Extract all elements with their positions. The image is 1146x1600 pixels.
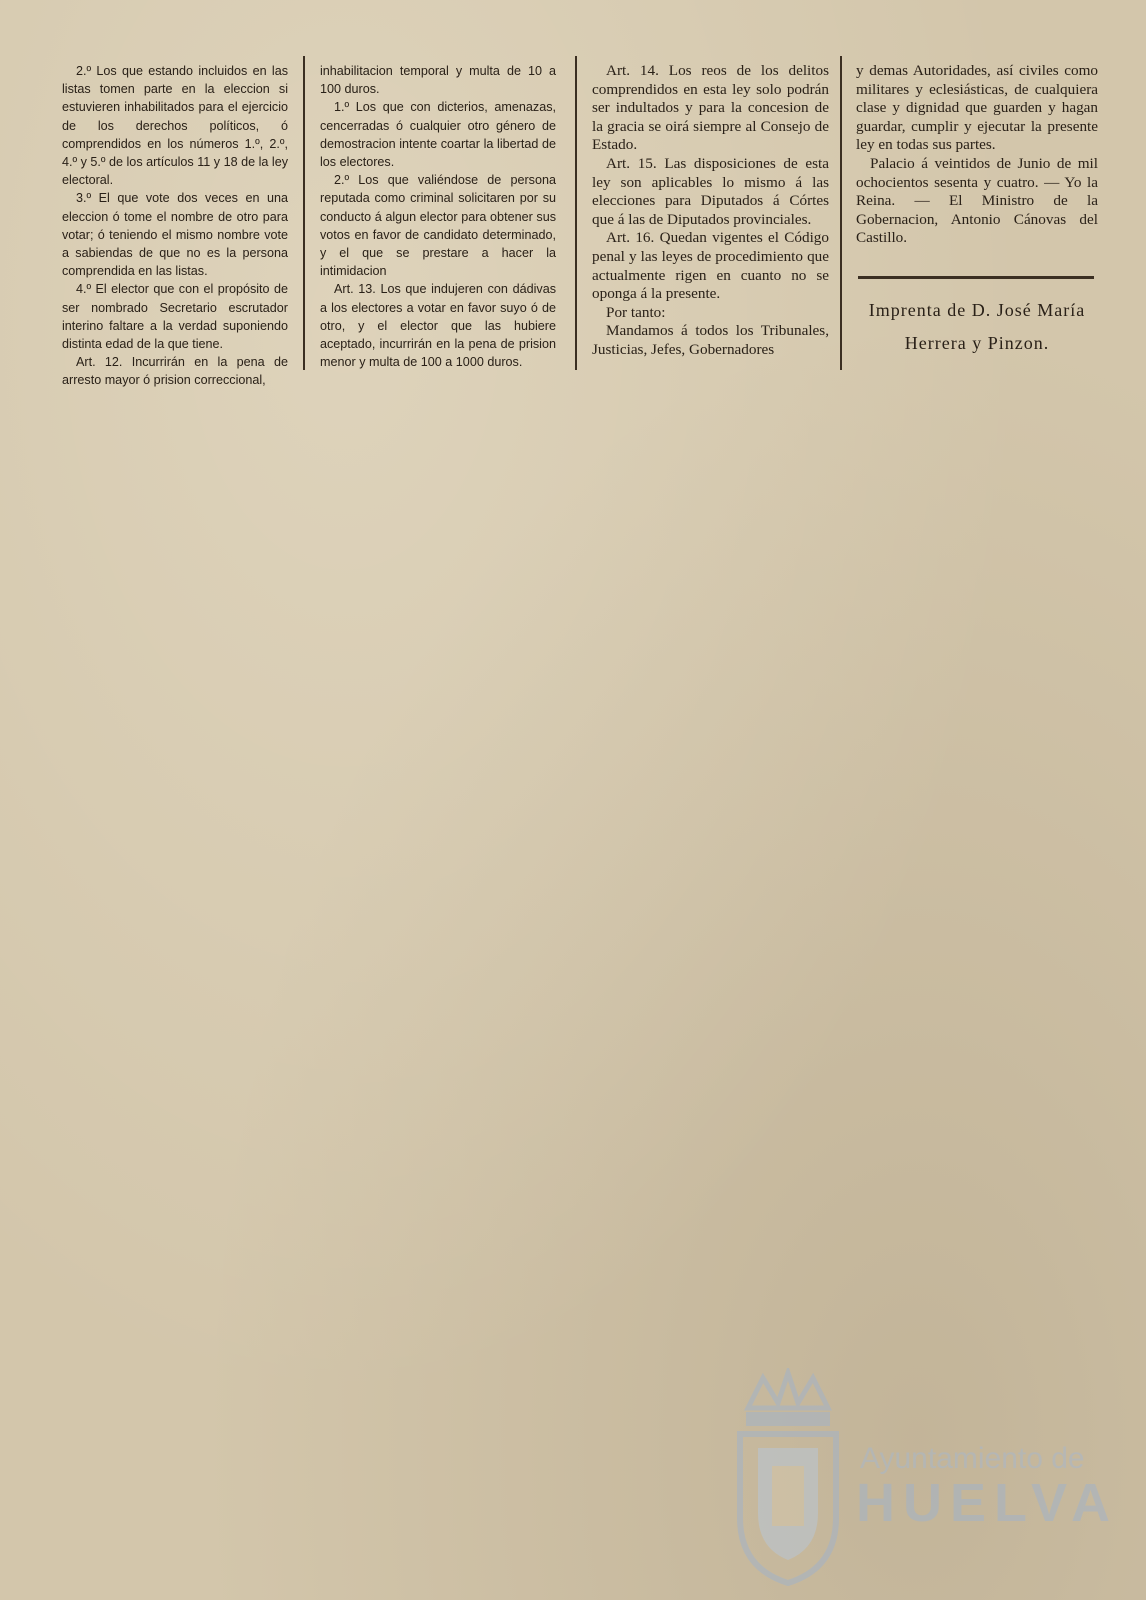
column-rule: [303, 56, 305, 370]
paragraph: Art. 14. Los reos de los delitos comprendidos en esta ley solo podrán ser indultados y para la concesion de la gracia se oirá siempre al Consejo de Estado.: [592, 62, 829, 154]
paragraph: 3.º El que vote dos veces en una eleccion ó tome el nombre de otro para votar; ó teniendo el mismo nombre vote a sabiendas de que no es la persona comprendida en las listas.: [62, 191, 288, 279]
paragraph: Por tanto:: [606, 303, 666, 321]
column-rule: [840, 56, 842, 370]
watermark-line: HUELVA: [856, 1473, 1118, 1533]
paragraph: y demas Autoridades, así civiles como militares y eclesiásticas, de cualquiera clase y dignidad que guarden y hagan guardar, cumplir y ejecutar la presente ley en todas sus partes.: [856, 62, 1098, 154]
paragraph: Mandamos á todos los Tribunales, Justicias, Jefes, Gobernadores: [592, 322, 829, 358]
paragraph: inhabilitacion temporal y multa de 10 a 100 duros.: [320, 64, 556, 97]
text-column-1: [62, 62, 288, 390]
paragraph: Art. 16. Quedan vigentes el Código penal y las leyes de procedimiento que actualmente rigen en cuanto no se oponga á la presente.: [592, 229, 829, 303]
paragraph: 2.º Los que valiéndose de persona reputada como criminal solicitaren por su conducto á algun elector para obtener sus votos en favor de candidato determinado, y el que se prestare a hacer la intimidacion: [320, 173, 556, 279]
paragraph: Art. 15. Las disposiciones de esta ley son aplicables lo mismo á las elecciones para Diputados á Córtes que á las de Diputados provinciales.: [592, 154, 829, 228]
paragraph: 1.º Los que con dicterios, amenazas, cencerradas ó cualquier otro género de demostracion intente coartar la libertad de los electores.: [320, 100, 556, 170]
text-column-4: [856, 62, 1098, 248]
watermark-line: Ayuntamiento de: [860, 1442, 1085, 1475]
paragraph: Art. 13. Los que indujeren con dádivas a los electores a votar en favor suyo ó de otro, y el elector que las hubiere aceptado, incurrirán en la pena de prision menor y multa de 100 a 1000 duros.: [320, 282, 556, 370]
paragraph: Art. 12. Incurrirán en la pena de arresto mayor ó prision correccional,: [62, 355, 288, 388]
watermark: [728, 1368, 1118, 1588]
imprint-rule: [858, 276, 1094, 279]
paragraph: 4.º El elector que con el propósito de ser nombrado Secretario escrutador interino faltare a la verdad suponiendo distinta edad de la que tiene.: [62, 282, 288, 352]
text-column-2: [320, 62, 556, 371]
imprint: [856, 294, 1098, 360]
paragraph: Palacio á veintidos de Junio de mil ochocientos sesenta y cuatro. — Yo la Reina. — El Ministro de la Gobernacion, Antonio Cánovas del Castillo.: [856, 154, 1098, 247]
imprint-line: Herrera y Pinzon.: [904, 333, 1050, 353]
paragraph: 2.º Los que estando incluidos en las listas tomen parte en la eleccion si estuvieren inhabilitados para el ejercicio de los derechos políticos, ó comprendidos en los números 1.º, 2.º, 4.º y 5.º de los artículos 11 y 18 de la ley electoral.: [62, 64, 288, 188]
crest-icon: [728, 1368, 848, 1588]
column-rule: [575, 56, 577, 370]
text-column-3: [592, 62, 829, 360]
imprint-line: Imprenta de D. José María: [868, 300, 1086, 320]
